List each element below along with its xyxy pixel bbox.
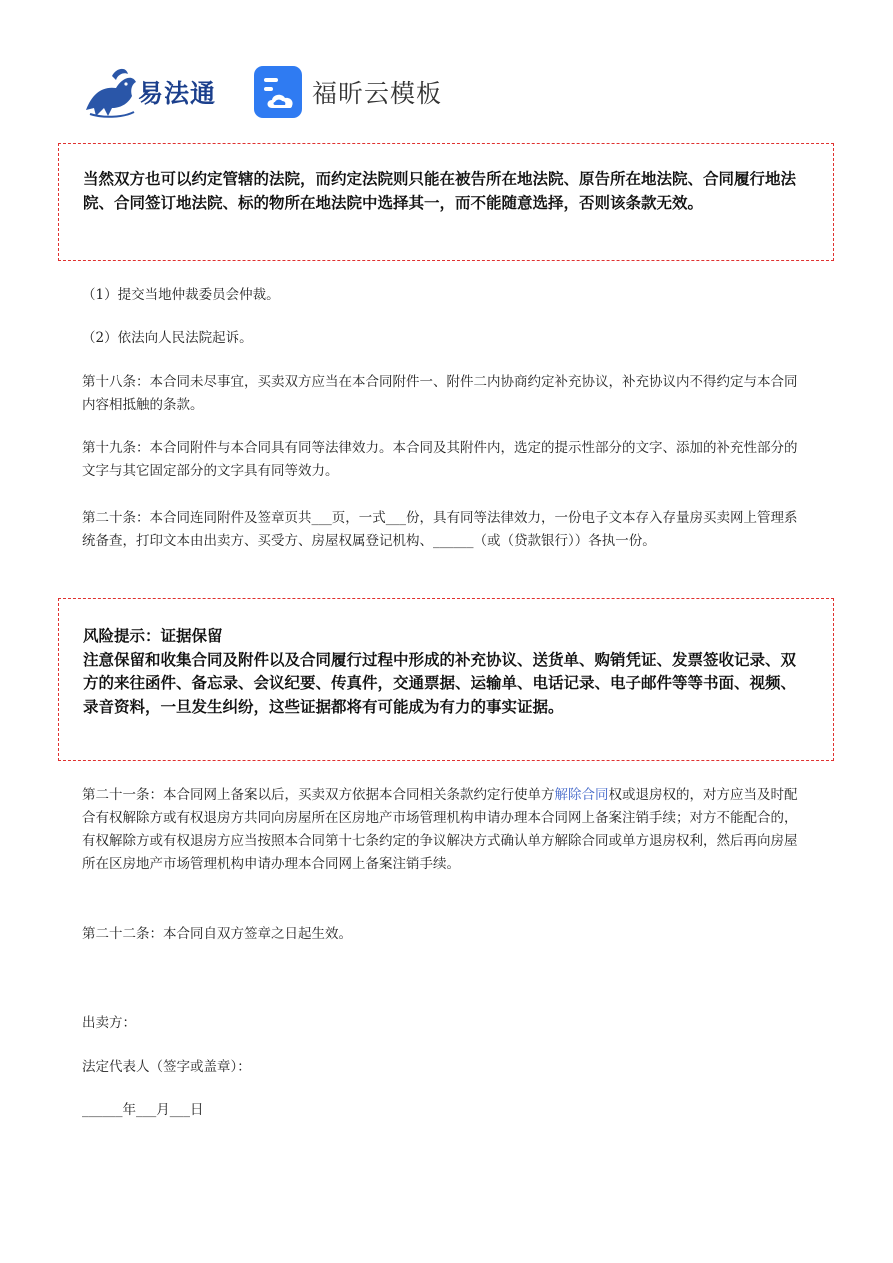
article-21-text-before: 第二十一条：本合同网上备案以后，买卖双方依据本合同相关条款约定行使单方 [82,787,555,803]
jurisdiction-notice-box [58,143,834,261]
evidence-risk-notice [83,624,809,718]
evidence-risk-notice-box [58,598,834,761]
article-18: 第十八条：本合同未尽事宜，买卖双方应当在本合同附件一、附件二内协商约定补充协议，补充协议内不得约定与本合同内容相抵触的条款。 [82,374,798,413]
foxit-cloud-logo-icon [254,66,302,118]
jurisdiction-notice-text: 当然双方也可以约定管辖的法院，而约定法院则只能在被告所在地法院、原告所在地法院、合同履行地法院、合同签订地法院、标的物所在地法院中选择其一，而不能随意选择，否则该条款无效。 [83,169,797,212]
seller-label: 出卖方： [82,1015,136,1031]
signing-date: ______年___月___日 [82,1102,204,1118]
foxit-template-logo-text: 福昕云模板 [312,79,443,108]
evidence-risk-text: 注意保留和收集合同及附件以及合同履行过程中形成的补充协议、送货单、购销凭证、发票签收记录、双方的来往函件、备忘录、会议纪要、传真件，交通票据、运输单、电话记录、电子邮件等等书面、视频、录音资料，一旦发生纠纷，这些证据都将有可能成为有力的事实证据。 [83,649,797,716]
yifatong-logo-text: 易法通 [138,79,217,108]
article-20: 第二十条：本合同连同附件及签章页共___页，一式___份，具有同等法律效力，一份电子文本存入存量房买卖网上管理系统备查，打印文本由出卖方、买受方、房屋权属登记机构、______（或（贷款银行））各执一份。 [82,510,798,549]
article-21 [82,784,808,876]
clause-option-lawsuit: （2）依法向人民法院起诉。 [82,330,253,346]
legal-representative-label: 法定代表人（签字或盖章）： [82,1059,251,1075]
terminate-contract-link[interactable]: 解除合同 [554,787,609,803]
header [82,62,482,122]
clause-option-arbitration: （1）提交当地仲裁委员会仲裁。 [82,287,280,303]
article-22: 第二十二条：本合同自双方签章之日起生效。 [82,926,352,942]
article-19: 第十九条：本合同附件与本合同具有同等法律效力。本合同及其附件内，选定的提示性部分的文字、添加的补充性部分的文字与其它固定部分的文字具有同等效力。 [82,440,798,479]
evidence-risk-title: 风险提示：证据保留 [83,626,223,645]
article-21-text-after: 权或退房权的，对方应当及时配合有权解除方或有权退房方共同向房屋所在区房地产市场管理机构申请办理本合同网上备案注销手续；对方不能配合的，有权解除方或有权退房方应当按照本合同第十七条约定的争议解决方式确认单方解除合同或单方退房权利，然后再向房屋所在区房地产市场管理机构申请办理本合同网上备案注销手续。 [82,787,798,872]
